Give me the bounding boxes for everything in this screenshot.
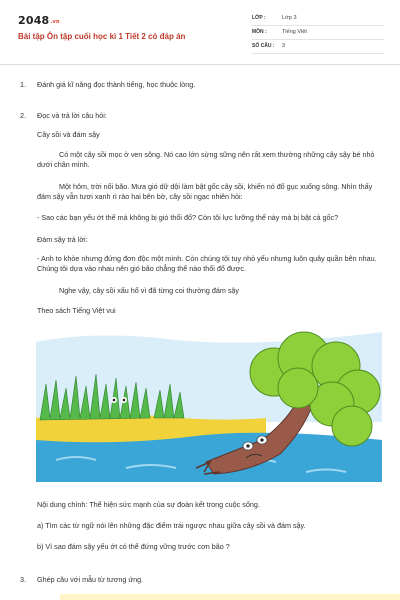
meta-row-class: [252, 12, 384, 26]
site-logo[interactable]: 2048.vn: [18, 14, 60, 27]
meta-value: 3: [282, 42, 286, 49]
reed-pupil: [113, 399, 116, 402]
question-3: [20, 575, 143, 585]
main-idea: Nội dung chính: Thể hiện sức mạnh của sự đoàn kết trong cuộc sống.: [37, 500, 260, 509]
meta-row-subject: [252, 26, 384, 40]
story-title: Cây sồi và đám sậy: [37, 130, 100, 139]
story-paragraph: Nghe vậy, cây sồi xấu hổ vì đã từng coi thường đám sậy: [59, 286, 240, 295]
story-paragraph: Một hôm, trời nổi bão. Mưa gió dữ dội làm bật gốc cây sồi, khiến nó đổ gục xuống sông. Nhìn thấy đám sậy vẫn tươi xanh rì rào hai bên bờ, cây sồi ngạc nhiên hỏi:: [37, 182, 373, 202]
question-number: 3.: [20, 575, 26, 584]
meta-key: LỚP :: [252, 15, 266, 22]
story-illustration: [36, 322, 382, 482]
meta-key: MÔN :: [252, 29, 267, 36]
question-number: 1.: [20, 80, 26, 89]
meta-table: [252, 12, 384, 54]
meta-key: SỐ CÂU :: [252, 43, 275, 50]
question-number: 2.: [20, 111, 26, 120]
story-paragraph: Đám sậy trả lời:: [37, 235, 88, 244]
story-source: Theo sách Tiếng Việt vui: [37, 306, 116, 315]
tree-pupil: [246, 444, 249, 447]
header-divider: [0, 64, 400, 65]
question-text: Đọc và trả lời câu hỏi:: [37, 111, 107, 120]
next-section-edge: [60, 594, 400, 600]
question-1: [20, 80, 195, 90]
question-text: Ghép câu với mẫu từ tương ứng.: [37, 575, 144, 584]
story-paragraph: Có một cây sồi mọc ở ven sông. Nó cao lớn sừng sững nên rất xem thường những cây sậy bé nhỏ dưới chân mình.: [37, 150, 375, 170]
page-header: [0, 0, 400, 66]
meta-row-count: [252, 40, 384, 54]
sub-question-b: b) Vì sao đám sậy yếu ớt có thể đứng vững trước cơn bão ?: [37, 542, 230, 551]
tree-pupil: [260, 438, 263, 441]
story-paragraph: - Sao các bạn yếu ớt thế mà không bị gió thổi đổ? Còn tôi lực lưỡng thế này mà bị bật cả gốc?: [37, 213, 339, 222]
meta-value: Tiếng Việt: [282, 28, 307, 35]
question-text: Đánh giá kĩ năng đọc thành tiếng, học thuộc lòng.: [37, 80, 196, 89]
document-title: Bài tập Ôn tập cuối học kì 1 Tiết 2 có đáp án: [18, 32, 186, 41]
question-2: [20, 111, 107, 121]
reed-pupil: [123, 399, 126, 402]
sub-question-a: a) Tìm các từ ngữ nói lên những đặc điểm trái ngược nhau giữa cây sồi và đám sậy.: [37, 521, 306, 530]
story-paragraph: - Anh to khỏe nhưng đứng đơn độc một mình. Còn chúng tôi tuy nhỏ yếu nhưng luôn quây quần bên nhau. Chúng tôi dựa vào nhau nên gió bão chẳng thể nào thổi đổ được.: [37, 254, 377, 274]
meta-value: Lớp 3: [282, 14, 297, 21]
